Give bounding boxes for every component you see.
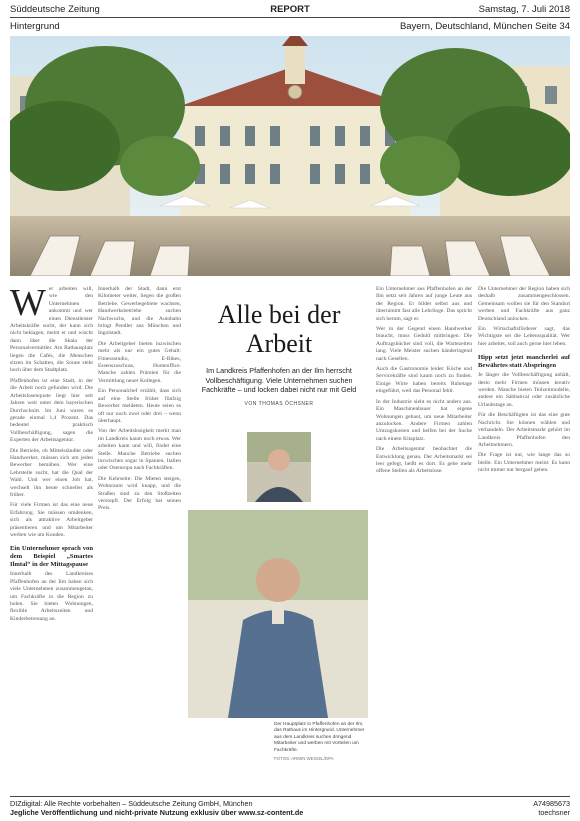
article-column-5 xyxy=(376,286,472,798)
article-paragraph: Die Kehrseite: Die Mieten steigen, Wohnraum wird knapp, und die Straßen sind zu den Stoßzeiten verstopft. Der Erfolg hat seinen Preis. xyxy=(98,475,181,512)
article-column-2 xyxy=(98,286,181,798)
page-header xyxy=(10,4,570,36)
article-paragraph: Die Unternehmer der Region haben sich deshalb zusammengeschlossen. Gemeinsam wollen sie für den Standort werben und Fachkräfte aus ganz Deutschland anlocken. xyxy=(478,286,570,322)
article-paragraph: Die Arbeitsagentur beobachtet die Entwicklung genau. Der Arbeitsmarkt sei leer gefegt, heißt es dort. Es gebe mehr offene Stellen als Arbeitslose. xyxy=(376,446,472,475)
portrait-photo-large xyxy=(188,510,368,718)
article-subheading: Hipp setzt jetzt mancherlei auf Bewährtes statt Abspringen xyxy=(478,354,570,370)
caption-text: Der Hauptplatz in Pfaffenhofen an der Ilm, das Rathaus im Hintergrund. Unternehmer aus dem Landkreis suchen dringend Mitarbeiter und werben mit Vorteilen um Fachkräfte. xyxy=(274,722,365,753)
article-subheading: Ein Unternehmer sprach von dem Beispiel „Smartes Ilmtal“ in der Mittagspause xyxy=(10,545,93,569)
article-byline: VON THOMAS ÖCHSNER xyxy=(244,400,314,407)
location-page-label: Bayern, Deutschland, München Seite 34 xyxy=(399,21,570,32)
article-paragraph: Ein Personalchef erzählt, dass sich auf eine Stelle früher fünfzig Bewerber meldeten. Heute seien es oft nur noch zwei oder drei – wenn überhaupt. xyxy=(98,388,181,424)
photo-caption xyxy=(274,722,368,762)
article-paragraph: Wer in der Gegend einen Handwerker braucht, muss Geduld mitbringen. Die Auftragsbücher sind voll, die Wartezeiten lang. Viele Meister suchen händeringend nach Gesellen. xyxy=(376,326,472,362)
header-rule xyxy=(10,17,570,18)
article-paragraph: Die Betriebe, ob Mittelständler oder Handwerker, müssen sich um jeden Bewerber bemühen. Wer eine Lehrstelle sucht, hat die Qual der Wahl. Und wer einen Job hat, wechselt ihn heute schneller als früher. xyxy=(10,447,93,498)
rights-notice xyxy=(10,800,303,817)
article-paragraph: Ein Unternehmer aus Pfaffenhofen an der Ilm setzt seit Jahren auf junge Leute aus der Region. Er bildet selbst aus und übernimmt fast alle Lehrlinge. Das spricht sich herum, sagt er. xyxy=(376,286,472,322)
article-paragraph: Auch die Gastronomie leidet: Köche und Servicekräfte sind kaum noch zu finden. Einige Wirte haben bereits Ruhetage eingeführt, weil das Personal fehlt. xyxy=(376,366,472,395)
headline-block xyxy=(190,292,368,407)
article-paragraph: Für viele Firmen ist das eine neue Erfahrung. Sie müssen umdenken, sich als attraktive Arbeitgeber präsentieren und um Mitarbeiter werben wie um Kunden. xyxy=(10,502,93,538)
article-paragraph: Für die Beschäftigten ist das eine gute Nachricht. Sie können wählen und verhandeln. Der Arbeitsmarkt gehört im Landkreis Pfaffenhofen den Arbeitnehmern. xyxy=(478,412,570,448)
photo-credit: FOTOS: ARMIN WEIGEL/DPA xyxy=(274,756,334,762)
document-user: toechsner xyxy=(538,807,570,817)
town-square-photo xyxy=(10,36,570,276)
article-dek: Im Landkreis Pfaffenhofen an der Ilm herrscht Vollbeschäftigung. Viele Unternehmen suchen Fachkräfte – und locken dabei nicht nur mit Geld xyxy=(201,366,357,395)
document-id xyxy=(533,800,570,817)
article-paragraph: Die Arbeitgeber bieten inzwischen mehr als nur ein gutes Gehalt: Fitnessstudio, E-Bikes, Essenszuschuss, Homeoffice. Manche zahlen Prämien für die Vermittlung neuer Kollegen. xyxy=(98,340,181,384)
article-column-1 xyxy=(10,286,93,798)
rights-line-1: DIZdigital: Alle Rechte vorbehalten – Süddeutsche Zeitung GmbH, München xyxy=(10,799,253,808)
article-paragraph: Innerhalb des Landkreises Pfaffenhofen an der Ilm haben sich viele Unternehmen zusammengetan, um Fachkräfte in die Region zu holen. Sie bieten Wohnungen, flexible Arbeitszeiten und Kinderbetreuung an. xyxy=(10,571,93,622)
headline-line-1: Alle bei der xyxy=(217,300,341,329)
portrait-photo-small xyxy=(247,432,311,502)
document-number: A74985673 xyxy=(533,799,570,808)
publication-name: Süddeutsche Zeitung xyxy=(10,4,100,15)
article-paragraph: Die Frage ist nur, wie lange das so bleibt. Ein Unternehmer meint: Es kann nicht immer nur bergauf gehen. xyxy=(478,452,570,474)
footer-rule xyxy=(10,796,570,797)
article-paragraph: Ein Wirtschaftsförderer sagt, das Wichtigste sei die Lebensqualität. Wer hier arbeitet, soll auch gerne hier leben. xyxy=(478,326,570,347)
department-label: Hintergrund xyxy=(10,21,60,32)
article-paragraph: er arbeiten will, wie den Unternehmen ankommt und wer einen Dienstleister Arbeitskräfte sucht, der kann sich nicht beklagen, meint er und wischt dann über die Skala der Personalvermittler. Am Rathausplatz liegen die Cafés, die Menschen sitzen im Schatten, die Sonne steht hoch über dem Stadtplatz. xyxy=(10,286,93,374)
article-paragraph: Von der Arbeitslosigkeit merkt man im Landkreis kaum noch etwas. Wer arbeiten kann und will, findet eine Stelle. Manche Betriebe suchen inzwischen sogar in Spanien, Italien oder Osteuropa nach Fachkräften. xyxy=(98,428,181,472)
page-footer xyxy=(10,800,570,820)
article-paragraph: Innerhalb der Stadt, dann erst Kilometer weiter, liegen die großen Betriebe. Gewerbegebiete wachsen, Handwerksbetriebe suchen Nachwuchs, und die Autobahn bringt Pendler aus München und Ingolstadt. xyxy=(98,286,181,337)
article-paragraph: Pfaffenhofen ist eine Stadt, in der die Arbeit noch gefunden wird. Die Arbeitslosenquote liegt hier seit Jahren weit unter dem bayerischen Durchschnitt. Im Juni waren es gerade einmal 1,4 Prozent. Das bedeutet praktisch Vollbeschäftigung, sagen die Experten der Arbeitsagentur. xyxy=(10,377,93,444)
article-paragraph: In der Industrie sieht es nicht anders aus. Ein Maschinenbauer hat eigene Wohnungen gebaut, um neue Mitarbeiter anzulocken. Andere Firmen zahlen Umzugskosten und helfen bei der Suche nach einem Kitaplatz. xyxy=(376,398,472,442)
article-paragraph: Je länger die Vollbeschäftigung anhält, desto mehr Firmen müssen kreativ werden. Manche bieten Teilzeitmodelle, andere ein Sabbatical oder zusätzliche Urlaubstage an. xyxy=(478,372,570,408)
headline-line-2: Arbeit xyxy=(245,329,313,358)
section-label: REPORT xyxy=(270,4,310,15)
issue-date: Samstag, 7. Juli 2018 xyxy=(478,4,570,15)
rights-line-2: Jegliche Veröffentlichung und nicht-private Nutzung exklusiv über www.sz-content.de xyxy=(10,807,304,817)
drop-cap: W xyxy=(10,286,46,324)
article-headline xyxy=(190,300,368,358)
article-column-6 xyxy=(478,286,570,798)
